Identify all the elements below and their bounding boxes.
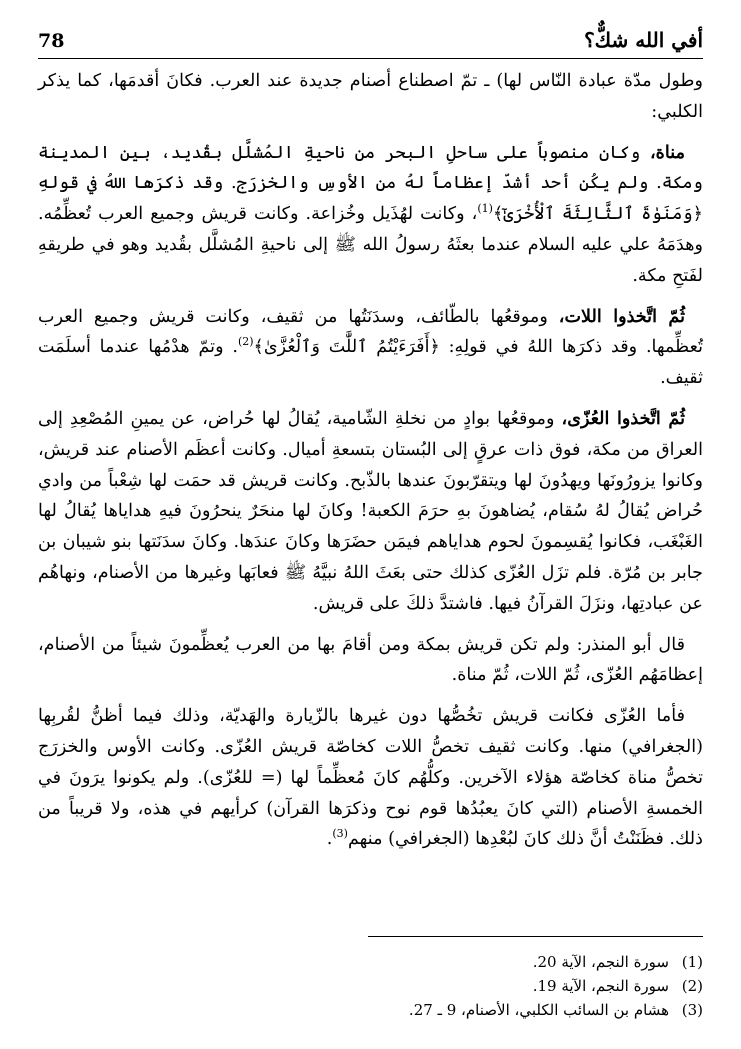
paragraph-text: فأما العُزّى فكانت قريش تخُصُّها دون غيرها بالزّيارة والهَديّة، وذلك فيما أظنُّ لقُربِها (الجغرافي) منها. وكانت ثقيف تخصُّ اللات كخاصّة قريش العُزّى. وكانت الأوس والخزرَج تخصُّ مناة كخاصّة هؤلاء الآخرين. وكلُّهُم كانَ مُعظِّماً لها (= للعُزّى). ولم يكونوا يرَونَ في الخمسةِ الأصنام (التي كانَ يعبُدُها قوم نوح وذكرَها القرآن) كرأيهم في هذه، ولا قريباً من ذلك. فظَنَنْتُ أنَّ ذلك كانَ لبُعْدِها (الجغرافي) منهم [38,706,703,850]
paragraph [38,630,703,692]
paragraph-lead: مناة، [650,141,685,163]
footnote-ref: (3) [332,827,348,841]
footnote [38,974,703,998]
paragraph [38,302,703,394]
paragraph-text: وكان منصوباً على ساحلِ البحر من ناحيةِ المُشلَّل بقُديد، بين المدينة ومكة. ولم يكُن أحد أشدّ إعظاماً لهُ من الأوسِ والخزرَج. وقد ذكرَها اللهُ في قولهِ ﴿وَمَنَوٰةَ ٱلثَّالِثَةَ ٱلْأُخْرَىٰٓ﴾ [38,142,703,225]
paragraph-text: ، وكانت لهُذَيل وخُزاعة. وكانت قريش وجميع العرب تُعظِّمُه. وهدَمَهُ علي عليه السلام عندما بعثَهُ رسولُ الله ﷺ إلى ناحيةِ المُشلَّل بقُديد وهو في طريقهِ لفَتحِ مكة. [38,204,703,286]
footnote-text: هشام بن السائب الكلبي، الأصنام، 9 ـ 27. [408,1001,669,1019]
paragraph [38,701,703,855]
paragraph-text: وموقعُها بوادٍ من نخلةِ الشّامية، يُقالُ لها حُراض، عن يمينِ المُصْعِدِ إلى العراق من مكة، فوق ذات عرقٍ إلى البُستان بتسعةِ أميال. وكانت أعظَم الأصنام عند قريش، وكانوا يزورُونَها ويهدُونَ لها ويتقرّبونَ عندها بالذّبح. وكانت قريش قد حمَت لها شِعْباً من وادي حُراض يُقالُ لهُ سُقام، يُضاهونَ بهِ حرَمَ الكعبة! وكانَ لها منحَرٌ ينحرُونَ فيهِ هداياها يُقالُ لها الغَبْغَب، فكانوا يُقسِمونَ لحوم هداياهم فيمَن حضَرَها وكانَ عندَها. وكانَ سدَنَتها بنو شيبان بن جابر بن مُرّة. فلم تزَل العُزّى كذلك حتى بعَثَ اللهُ نبيَّهُ ﷺ فعابَها وغيرها من الأصنام، ونهاهُم عن عبادتِها، ونزَلَ القرآنُ فيها. فاشتدَّ ذلكَ على قريش. [38,408,703,614]
footnote [38,950,703,974]
body-text [38,66,703,865]
paragraph [38,138,703,292]
footnote-text: سورة النجم، الآية 20. [532,953,669,971]
footnote-number: (2) [681,977,703,995]
paragraph [38,404,703,620]
paragraph-text: . وتمّ هدْمُها عندما أسلَمَت ثقيف. [38,337,703,389]
footnotes [38,950,703,1022]
page-header [38,24,703,59]
paragraph-lead: ثُمّ اتَّخذوا اللات، [558,305,685,327]
footnote-ref: (2) [237,335,254,349]
footnote-number: (3) [681,1001,703,1019]
paragraph-text: . [326,829,333,850]
paragraph-lead: ثُمّ اتَّخذوا العُزّى، [561,407,685,429]
paragraph-text: قال أبو المنذر: ولم تكن قريش بمكة ومن أقامَ بها من العرب يُعظِّمونَ شيئاً من الأصنام، إعظامَهُم العُزّى، ثُمّ اللات، ثُمّ مناة. [38,634,703,686]
paragraph [38,66,703,128]
running-title: أفي الله شكٌّ؟ [584,28,703,52]
footnote [38,998,703,1022]
footnote-number: (1) [681,953,703,971]
page-number: 78 [38,30,65,52]
footnote-text: سورة النجم، الآية 19. [532,977,669,995]
footnote-ref: (1) [477,202,493,216]
paragraph-text: وموقعُها بالطّائف، وسدَنَتُها من ثقيف، وكانت قريش وجميع العرب تُعظِّمها. وقد ذكرَها اللهُ في قولِهِ: ﴿أَفَرَءَيْتُمُ ٱللَّٰتَ وَٱلْعُزَّىٰ﴾ [38,306,703,358]
footnote-divider [368,936,703,937]
paragraph-text: وطول مدّة عبادة النّاس لها) ـ تمّ اصطناع أصنام جديدة عند العرب. فكانَ أقدمَها، كما يذكر الكلبي: [38,71,703,122]
